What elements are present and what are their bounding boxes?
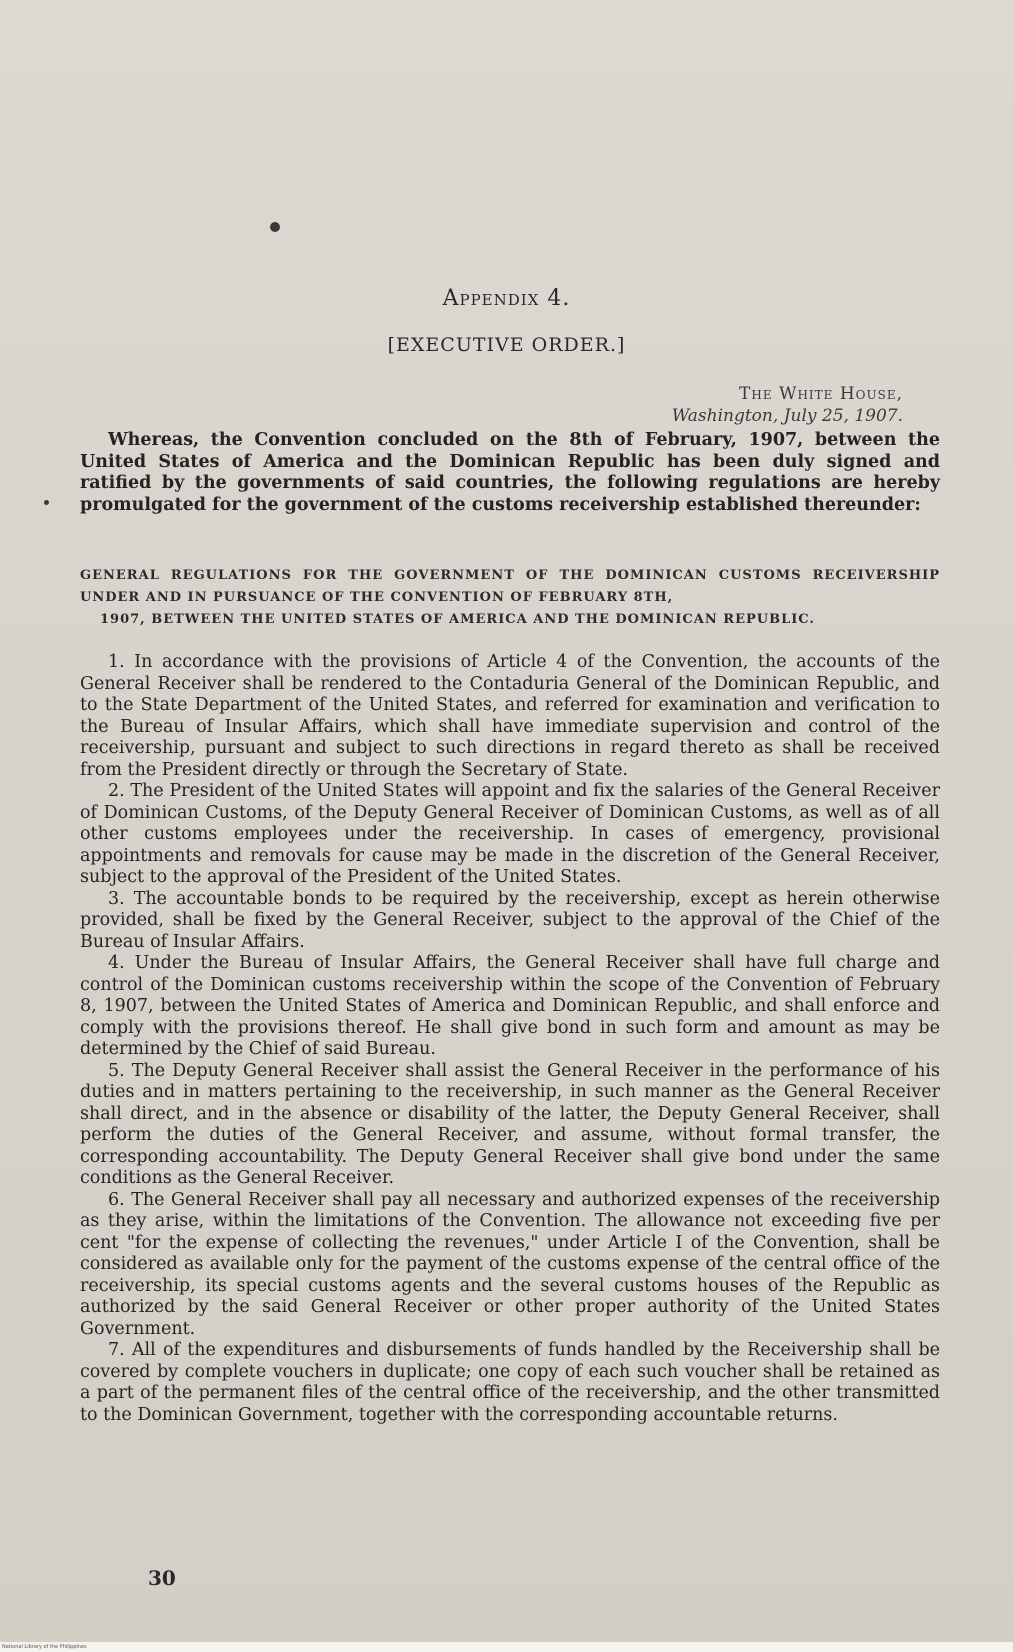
regulation-paragraph: 5. The Deputy General Receiver shall assist the General Receiver in the performance of his duties and in matters pertaining to the receivership, in such manner as the General Receiver shall direct, and in the absence or disability of the latter, the Deputy General Receiver, shall perform the duties of the General Receiver, and assume, without formal transfer, the corresponding accountability. The Deputy General Receiver shall give bond under the same conditions as the General Receiver. xyxy=(80,1060,940,1188)
regulation-paragraph: 4. Under the Bureau of Insular Affairs, the General Receiver shall have full charge and control of the Dominican customs receivership within the scope of the Convention of February 8, 1907, between the United States of America and Dominican Republic, and shall enforce and comply with the provisions thereof. He shall give bond in such form and amount as may be determined by the Chief of said Bureau. xyxy=(80,953,940,1059)
regulations-heading xyxy=(80,565,940,631)
regulation-paragraph: 3. The accountable bonds to be required by the receivership, except as herein otherwise provided, shall be fixed by the General Receiver, subject to the approval of the Chief of the Bureau of Insular Affairs. xyxy=(80,888,940,952)
place-date-block xyxy=(672,383,903,427)
heading-line-1: GENERAL REGULATIONS FOR THE GOVERNMENT OF THE DOMINICAN CUSTOMS RECEIVERSHIP UNDER AND IN PURSUANCE OF THE CONVENTION OF FEBRUARY 8TH, xyxy=(80,568,940,605)
appendix-title: Appendix 4. xyxy=(442,286,571,311)
margin-mark xyxy=(44,500,49,505)
preamble-paragraph: Whereas, the Convention concluded on the 8th of February, 1907, between the United States of America and the Dominican Republic has been duly signed and ratified by the governments of said countries, the following regulations are hereby promulgated for the government of the customs receivership established thereunder: xyxy=(80,430,940,515)
preamble-block xyxy=(80,430,940,516)
scan-footer: National Library of the Philippines xyxy=(0,1642,1013,1652)
regulation-paragraph: 7. All of the expenditures and disbursements of funds handled by the Receivership shall be covered by complete vouchers in duplicate; one copy of each such voucher shall be retained as a part of the permanent files of the central office of the receivership, and the other transmitted to the Dominican Government, together with the corresponding accountable returns. xyxy=(80,1340,940,1425)
place-line: The White House, xyxy=(739,384,903,404)
ink-speck xyxy=(270,222,280,232)
regulations-list xyxy=(80,652,940,1426)
order-type: [EXECUTIVE ORDER.] xyxy=(387,334,626,356)
regulation-paragraph: 6. The General Receiver shall pay all necessary and authorized expenses of the receivership as they arise, within the limitations of the Convention. The allowance not exceeding five per cent "for the expense of collecting the revenues," under Article I of the Convention, shall be considered as available only for the payment of the customs expense of the central office of the receivership, its special customs agents and the several customs houses of the Republic as authorized by the said General Receiver or other proper authority of the United States Government. xyxy=(80,1189,940,1339)
regulation-paragraph: 2. The President of the United States will appoint and fix the salaries of the General Receiver of Dominican Customs, of the Deputy General Receiver of Dominican Customs, as well as of all other customs employees under the receivership. In cases of emergency, provisional appointments and removals for cause may be made in the discretion of the General Receiver, subject to the approval of the President of the United States. xyxy=(80,781,940,887)
page-number: 30 xyxy=(148,1566,176,1590)
regulation-paragraph: 1. In accordance with the provisions of Article 4 of the Convention, the accounts of the General Receiver shall be rendered to the Contaduria General of the Dominican Republic, and to the State Department of the United States, and referred for examination and verification to the Bureau of Insular Affairs, which shall have immediate supervision and control of the receivership, pursuant and subject to such directions in regard thereto as shall be received from the President directly or through the Secretary of State. xyxy=(80,652,940,780)
heading-line-2: 1907, BETWEEN THE UNITED STATES OF AMERICA AND THE DOMINICAN REPUBLIC. xyxy=(100,612,815,627)
date-line: Washington, July 25, 1907. xyxy=(671,406,903,426)
